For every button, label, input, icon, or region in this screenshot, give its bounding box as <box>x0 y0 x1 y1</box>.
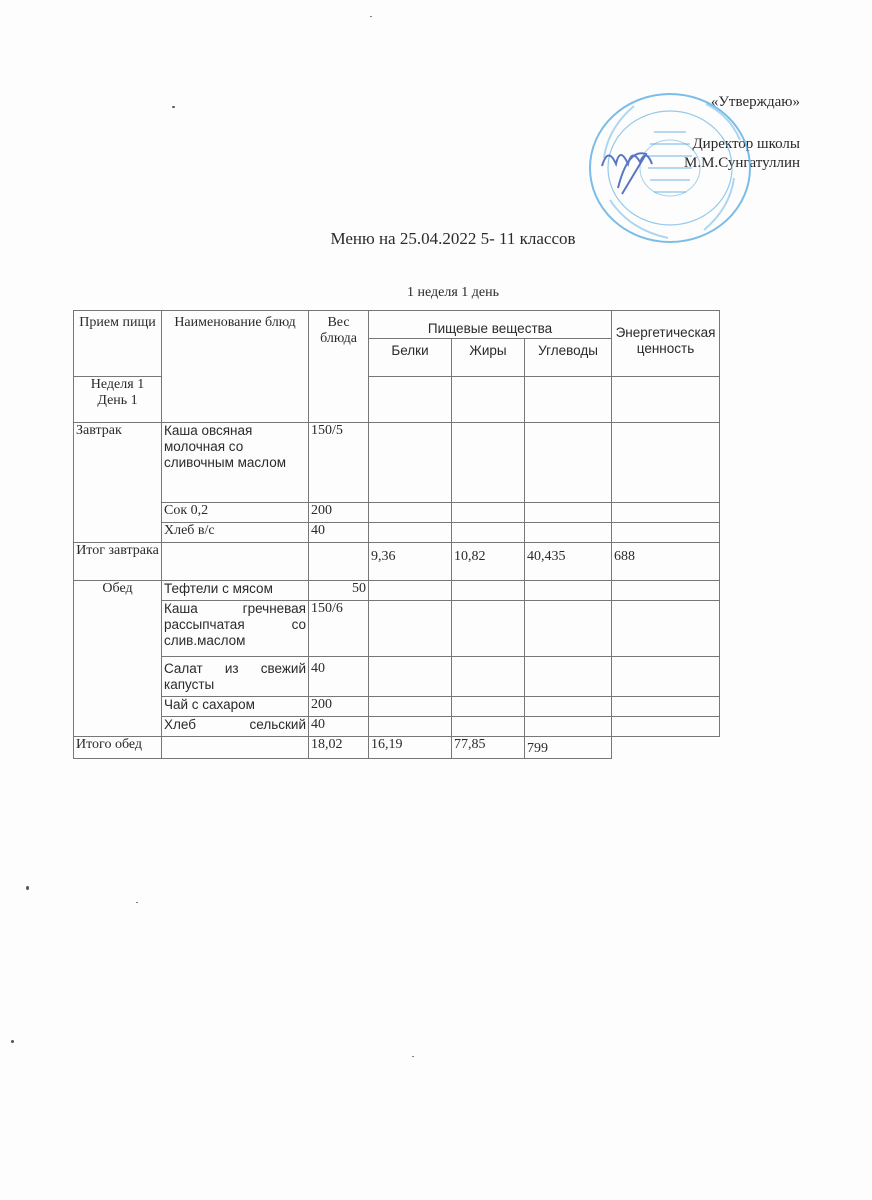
dish-name: Каша гречневая рассыпчатая со слив.маслом <box>162 601 309 657</box>
dish-weight: 150/5 <box>309 423 369 503</box>
dish-weight: 40 <box>309 523 369 543</box>
dish-weight: 40 <box>309 657 369 697</box>
signature-icon <box>602 153 652 194</box>
table-row <box>74 423 720 503</box>
lunch-total-label: Итого обед <box>74 737 162 759</box>
breakfast-total-energy: 688 <box>612 543 720 581</box>
week-day-subtitle: 1 неделя 1 день <box>407 285 499 300</box>
lunch-total-protein: 18,02 <box>309 737 369 759</box>
header-meal: Прием пищи <box>74 311 162 377</box>
scan-speck <box>26 886 29 890</box>
header-weight: Вес блюда <box>309 311 369 423</box>
menu-table <box>73 310 720 759</box>
dish-name: Сок 0,2 <box>162 503 309 523</box>
breakfast-total-carbs: 40,435 <box>525 543 612 581</box>
dish-name: Хлеб в/с <box>162 523 309 543</box>
scan-speck <box>412 1056 414 1057</box>
approval-name: М.М.Сунгатуллин <box>684 155 800 171</box>
table-row <box>74 523 720 543</box>
scan-speck <box>11 1040 14 1043</box>
header-dish: Наименование блюд <box>162 311 309 423</box>
dish-name: Салат из свежий капусты <box>162 657 309 697</box>
header-energy: Энергетическая ценность <box>612 311 720 377</box>
dish-name: Чай с сахаром <box>162 697 309 717</box>
dish-name: Тефтели с мясом <box>162 581 309 601</box>
scan-speck <box>172 106 175 108</box>
table-row <box>74 601 720 657</box>
approval-role: Директор школы <box>692 136 800 152</box>
table-row <box>74 581 720 601</box>
header-row <box>74 311 720 339</box>
header-protein: Белки <box>369 339 452 377</box>
menu-title: Меню на 25.04.2022 5- 11 классов <box>330 229 576 248</box>
table-row <box>74 503 720 523</box>
breakfast-label: Завтрак <box>74 423 162 543</box>
dish-weight: 200 <box>309 697 369 717</box>
dish-name: Каша овсяная молочная со сливочным маслом <box>162 423 309 503</box>
table-row <box>74 717 720 737</box>
scan-speck <box>370 16 372 17</box>
dish-weight: 200 <box>309 503 369 523</box>
week-day-label: Неделя 1 День 1 <box>74 377 162 423</box>
dish-weight: 150/6 <box>309 601 369 657</box>
table-row <box>74 657 720 697</box>
dish-name: Хлеб сельский <box>162 717 309 737</box>
breakfast-total-fat: 10,82 <box>452 543 525 581</box>
dish-weight: 50 <box>309 581 369 601</box>
table-row <box>74 697 720 717</box>
breakfast-total-protein: 9,36 <box>369 543 452 581</box>
approval-title: «Утверждаю» <box>710 94 800 110</box>
official-stamp-icon <box>584 88 754 246</box>
lunch-total-carbs: 77,85 <box>452 737 525 759</box>
breakfast-total-row <box>74 543 720 581</box>
header-fat: Жиры <box>452 339 525 377</box>
header-carbs: Углеводы <box>525 339 612 377</box>
scan-speck <box>136 902 138 903</box>
dish-weight: 40 <box>309 717 369 737</box>
lunch-label: Обед <box>74 581 162 737</box>
header-nutrients: Пищевые вещества <box>369 311 612 339</box>
lunch-total-row <box>74 737 720 759</box>
lunch-total-fat: 16,19 <box>369 737 452 759</box>
breakfast-total-label: Итог завтрака <box>74 543 162 581</box>
lunch-total-energy: 799 <box>525 737 612 759</box>
